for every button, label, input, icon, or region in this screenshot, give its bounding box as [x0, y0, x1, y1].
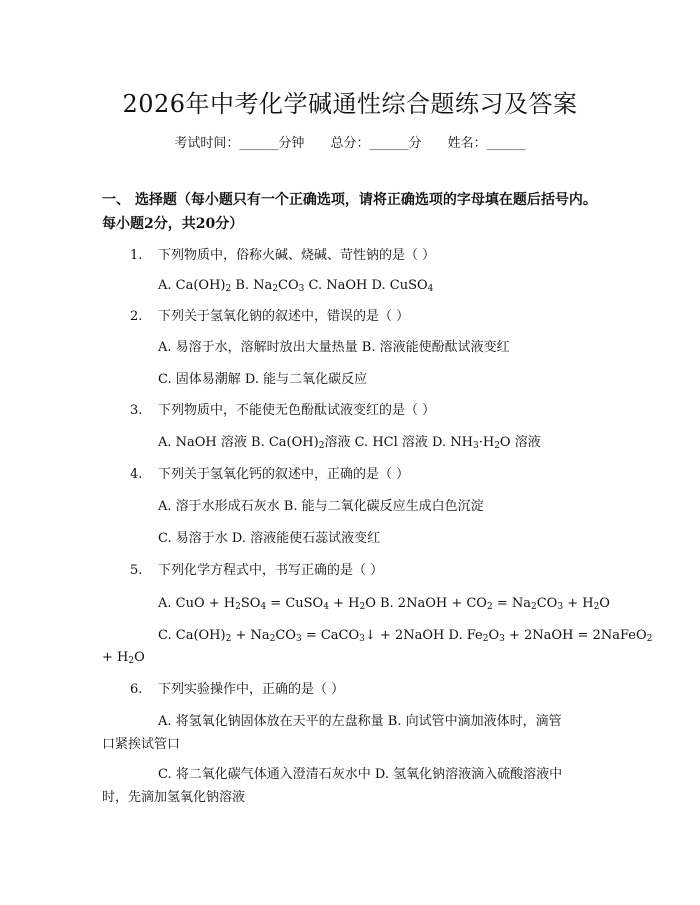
question-2 [130, 307, 409, 327]
exam-time-field: 考试时间：______分钟 [174, 136, 305, 151]
question-4-options-ab: A. 溶于水形成石灰水 B. 能与二氧化碳反应生成白色沉淀 [158, 499, 484, 514]
student-name-field: 姓名：______ [447, 136, 526, 151]
question-5 [130, 561, 383, 581]
question-4 [130, 465, 409, 485]
question-6-options-ab-continued: 口紧挨试管口 [102, 737, 181, 752]
exam-meta [0, 132, 700, 151]
question-number: 4. [130, 467, 143, 482]
question-number: 5. [130, 563, 143, 578]
question-number: 3. [130, 403, 143, 418]
question-3 [130, 401, 435, 421]
page-title: 2026年中考化学碱通性综合题练习及答案 [122, 90, 578, 118]
question-4-options-cd: C. 易溶于水 D. 溶液能使石蕊试液变红 [158, 531, 381, 546]
question-1-options: A. $Ca(OH)_2$ B. $Na_2CO_3$ C. NaOH D. CuSO$_4$ [158, 278, 434, 294]
question-text: 下列实验操作中，正确的是（ ） [158, 682, 345, 697]
question-6-options-cd: C. 将二氧化碳气体通入澄清石灰水中 D. 氢氧化钠溶液滴入硫酸溶液中 [158, 767, 563, 782]
question-text: 下列化学方程式中，书写正确的是（ ） [158, 563, 384, 578]
question-5-options-ab: A. CuO + $H_2SO_4$ = CuSO$_4$ + $H_2O$ B. 2NaOH + $CO_2 = Na_2CO_3 + H_2O$ [158, 596, 610, 612]
question-6-options-ab: A. 将氢氧化钠固体放在天平的左盘称量 B. 向试管中滴加液体时，滴管 [158, 714, 562, 729]
question-number: 1. [130, 248, 143, 263]
question-5-options-cd: C. $Ca(OH)_2 + Na_2CO_3$ = CaCO$_3$↓ + 2NaOH D. $Fe_2O_3$ + 2NaOH = 2NaFeO$_2$ [158, 628, 653, 644]
total-score-field: 总分：______分 [330, 136, 422, 151]
section-heading [102, 188, 602, 236]
question-text: 下列关于氢氧化钠的叙述中，错误的是（ ） [158, 309, 410, 324]
question-5-options-cd-continued: + $H_2O$ [102, 650, 145, 666]
question-6 [130, 680, 344, 700]
question-2-options-cd: C. 固体易潮解 D. 能与二氧化碳反应 [158, 372, 368, 387]
question-text: 下列关于氢氧化钙的叙述中，正确的是（ ） [158, 467, 410, 482]
question-2-options-ab: A. 易溶于水，溶解时放出大量热量 B. 溶液能使酚酞试液变红 [158, 340, 510, 355]
question-text: 下列物质中，俗称火碱、烧碱、苛性钠的是（ ） [158, 248, 436, 263]
question-3-options: A. NaOH 溶液 B. $Ca(OH)_2$溶液 C. HCl 溶液 D. $NH_3\cdot H_2O$ 溶液 [158, 435, 541, 451]
section-heading-line1: 一、 选择题（每小题只有一个正确选项，请将正确选项的字母填在题后括号内。 [102, 192, 597, 208]
section-heading-line2: 每小题2分，共20分） [102, 216, 244, 232]
question-number: 2. [130, 309, 143, 324]
question-text: 下列物质中，不能使无色酚酞试液变红的是（ ） [158, 403, 436, 418]
question-number: 6. [130, 682, 143, 697]
question-1 [130, 246, 435, 266]
question-6-options-cd-continued: 时，先滴加氢氧化钠溶液 [102, 790, 246, 805]
